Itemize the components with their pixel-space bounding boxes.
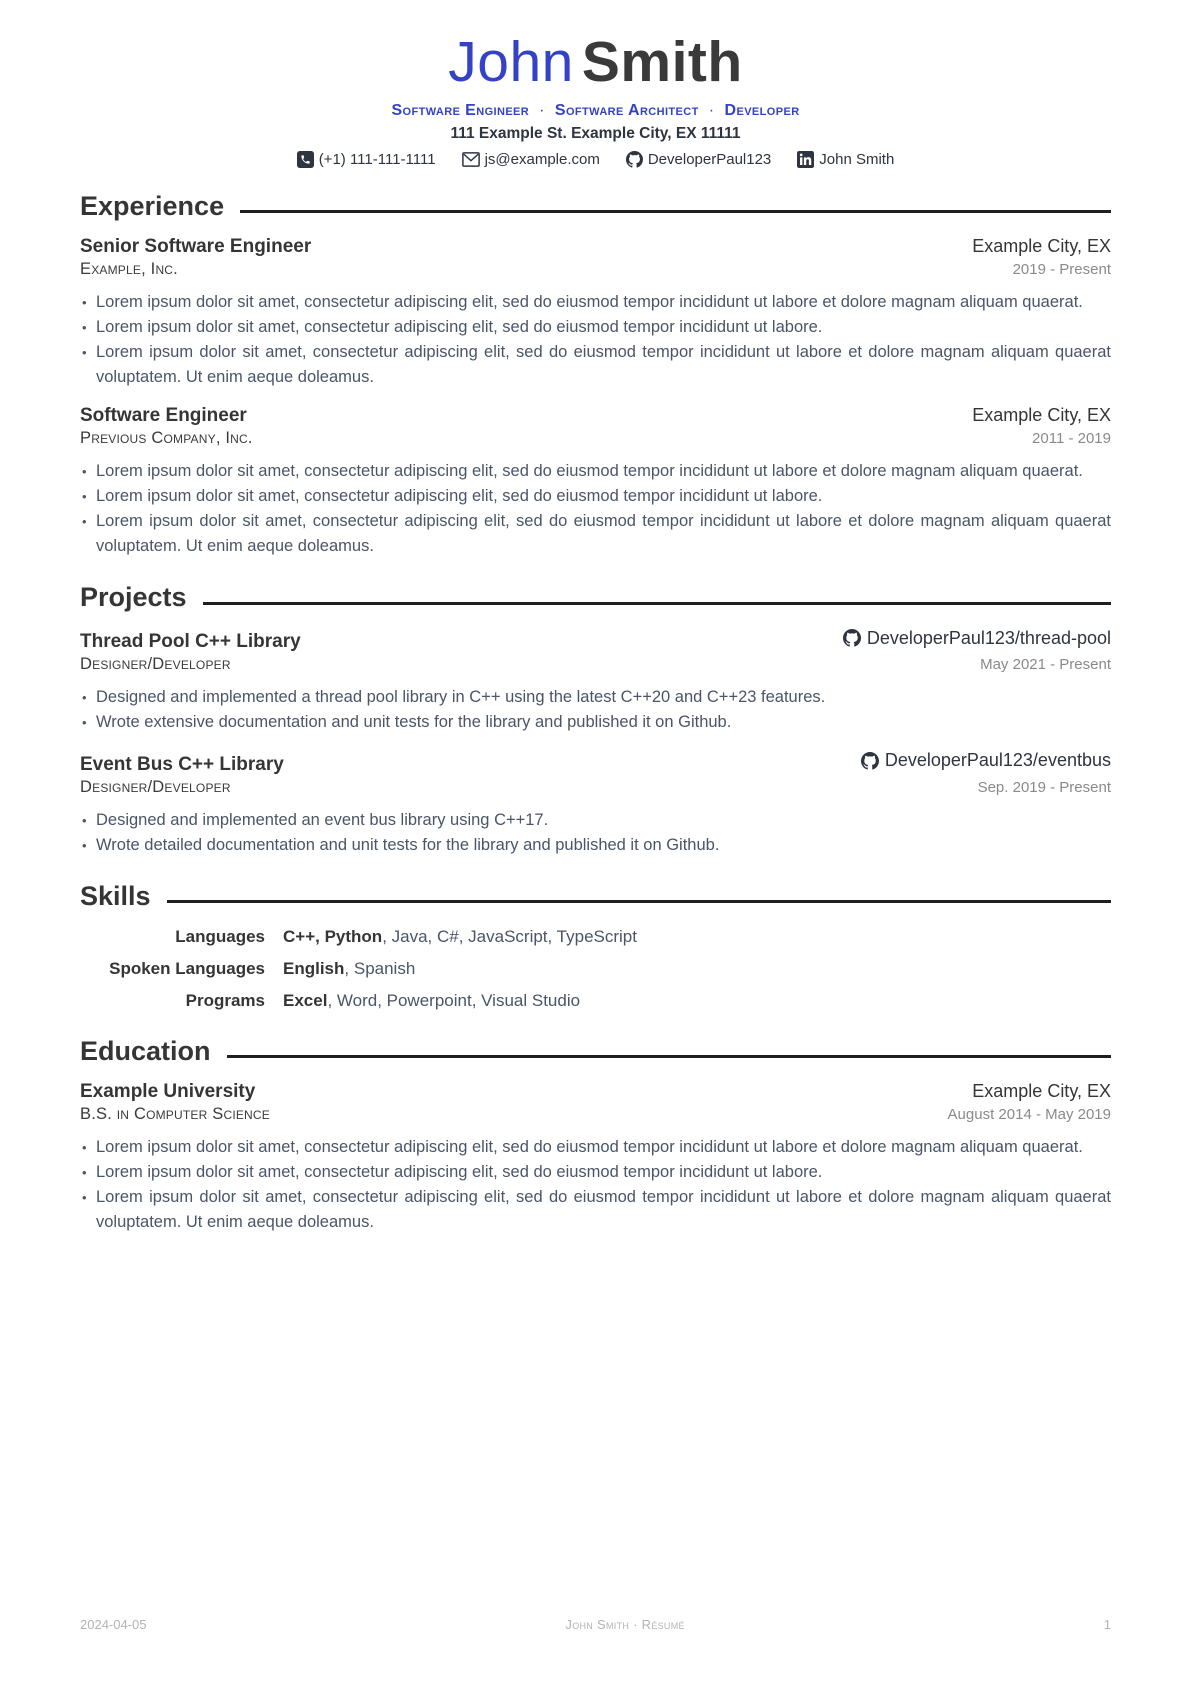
email-address: js@example.com bbox=[484, 150, 600, 168]
bullet-item: • Lorem ipsum dolor sit amet, consectetur adipiscing elit, sed do eiusmod tempor incididunt ut labore et dolore magnam aliquam quaerat. bbox=[80, 459, 1111, 484]
section-title: Experience bbox=[80, 190, 225, 221]
section-title: Projects bbox=[80, 582, 187, 613]
linkedin-link[interactable] bbox=[797, 151, 894, 168]
bullet-item: • Lorem ipsum dolor sit amet, consectetur adipiscing elit, sed do eiusmod tempor incididunt ut labore et dolore magnam aliquam quaerat voluptatem. Ut enim aeque doleamus. bbox=[80, 509, 1111, 559]
github-icon bbox=[861, 752, 879, 770]
section-rule bbox=[227, 1055, 1111, 1058]
skill-values bbox=[283, 924, 1111, 949]
section-title: Skills bbox=[80, 880, 151, 911]
email-link[interactable] bbox=[462, 151, 600, 168]
skill-secondary: , Java, C#, JavaScript, TypeScript bbox=[382, 926, 637, 946]
full-name bbox=[80, 30, 1111, 96]
bullet-item: • Wrote detailed documentation and unit tests for the library and published it on Github. bbox=[80, 833, 1111, 858]
project-role: Designer/Developer bbox=[80, 777, 231, 796]
skill-secondary: , Word, Powerpoint, Visual Studio bbox=[327, 990, 581, 1010]
experience-entry bbox=[80, 236, 1111, 390]
bullet-item: • Designed and implemented an event bus library using C++17. bbox=[80, 808, 1111, 833]
section-projects bbox=[80, 583, 1111, 613]
project-dates: Sep. 2019 - Present bbox=[977, 778, 1111, 796]
skill-values bbox=[283, 956, 1111, 981]
tagline-item: Software Engineer bbox=[391, 101, 530, 119]
job-dates: 2011 - 2019 bbox=[1032, 430, 1111, 448]
bullet-item: • Lorem ipsum dolor sit amet, consectetur adipiscing elit, sed do eiusmod tempor incididunt ut labore et dolore magnam aliquam quaerat. bbox=[80, 290, 1111, 315]
project-repo-link[interactable] bbox=[861, 750, 1111, 771]
job-location: Example City, EX bbox=[972, 236, 1111, 257]
skill-values bbox=[283, 988, 1111, 1013]
tagline-separator: · bbox=[708, 101, 715, 119]
footer-title: John Smith · Résumé bbox=[565, 1617, 685, 1632]
bullet-list bbox=[80, 808, 1111, 858]
section-rule bbox=[203, 602, 1111, 605]
bullet-item: • Lorem ipsum dolor sit amet, consectetur adipiscing elit, sed do eiusmod tempor incididunt ut labore. bbox=[80, 315, 1111, 340]
company-name: Previous Company, Inc. bbox=[80, 429, 253, 448]
project-dates: May 2021 - Present bbox=[980, 656, 1111, 674]
school-name: Example University bbox=[80, 1081, 256, 1103]
github-username: DeveloperPaul123 bbox=[647, 150, 772, 168]
tagline-item: Developer bbox=[724, 101, 800, 119]
first-name: John bbox=[448, 30, 574, 94]
section-rule bbox=[167, 900, 1111, 903]
skill-category-label: Languages bbox=[175, 926, 265, 946]
linkedin-name: John Smith bbox=[819, 150, 895, 168]
tagline bbox=[80, 102, 1111, 120]
project-repo-link[interactable] bbox=[843, 628, 1111, 649]
bullet-item: • Designed and implemented a thread pool library in C++ using the latest C++20 and C++23 features. bbox=[80, 685, 1111, 710]
experience-entry bbox=[80, 405, 1111, 559]
repo-name: DeveloperPaul123/eventbus bbox=[884, 750, 1111, 771]
section-skills bbox=[80, 882, 1111, 912]
github-icon bbox=[843, 629, 861, 647]
phone-icon bbox=[297, 151, 314, 168]
bullet-list bbox=[80, 459, 1111, 559]
bullet-list bbox=[80, 1135, 1111, 1235]
skills-table bbox=[80, 924, 1111, 1013]
github-icon bbox=[626, 151, 643, 168]
section-rule bbox=[240, 210, 1111, 213]
bullet-item: • Wrote extensive documentation and unit tests for the library and published it on Github. bbox=[80, 710, 1111, 735]
bullet-item: • Lorem ipsum dolor sit amet, consectetur adipiscing elit, sed do eiusmod tempor incididunt ut labore et dolore magnam aliquam quaerat. bbox=[80, 1135, 1111, 1160]
linkedin-icon bbox=[797, 151, 814, 168]
project-role: Designer/Developer bbox=[80, 655, 231, 674]
project-name: Event Bus C++ Library bbox=[80, 753, 284, 775]
address-line: 111 Example St. Example City, EX 11111 bbox=[450, 124, 741, 142]
bullet-item: • Lorem ipsum dolor sit amet, consectetur adipiscing elit, sed do eiusmod tempor incididunt ut labore. bbox=[80, 484, 1111, 509]
tagline-item: Software Architect bbox=[554, 101, 699, 119]
email-icon bbox=[462, 152, 480, 167]
skill-secondary: , Spanish bbox=[344, 958, 416, 978]
footer-page-number: 1 bbox=[1103, 1617, 1111, 1632]
footer-date: 2024-04-05 bbox=[80, 1617, 147, 1632]
company-name: Example, Inc. bbox=[80, 260, 178, 279]
job-title: Software Engineer bbox=[80, 405, 247, 427]
job-title: Senior Software Engineer bbox=[80, 236, 312, 258]
skill-category-label: Programs bbox=[185, 990, 265, 1010]
job-dates: 2019 - Present bbox=[1012, 261, 1111, 279]
education-entry bbox=[80, 1081, 1111, 1235]
job-location: Example City, EX bbox=[972, 405, 1111, 426]
contact-row bbox=[80, 151, 1111, 168]
section-experience bbox=[80, 192, 1111, 222]
project-name: Thread Pool C++ Library bbox=[80, 631, 301, 653]
bullet-list bbox=[80, 290, 1111, 390]
project-entry bbox=[80, 628, 1111, 736]
project-entry bbox=[80, 750, 1111, 858]
skill-primary: English bbox=[283, 958, 345, 978]
phone-number: (+1) 111-111-1111 bbox=[318, 150, 436, 168]
bullet-item: • Lorem ipsum dolor sit amet, consectetur adipiscing elit, sed do eiusmod tempor incididunt ut labore et dolore magnam aliquam quaerat voluptatem. Ut enim aeque doleamus. bbox=[80, 1185, 1111, 1235]
header bbox=[80, 30, 1111, 168]
degree-name: B.S. in Computer Science bbox=[80, 1105, 270, 1124]
skill-category-label: Spoken Languages bbox=[109, 958, 265, 978]
section-title: Education bbox=[80, 1035, 211, 1066]
skill-primary: C++, Python bbox=[283, 926, 383, 946]
section-education bbox=[80, 1037, 1111, 1067]
repo-name: DeveloperPaul123/thread-pool bbox=[866, 627, 1111, 648]
page-footer bbox=[80, 1617, 1111, 1632]
bullet-list bbox=[80, 685, 1111, 735]
bullet-item: • Lorem ipsum dolor sit amet, consectetur adipiscing elit, sed do eiusmod tempor incididunt ut labore et dolore magnam aliquam quaerat voluptatem. Ut enim aeque doleamus. bbox=[80, 340, 1111, 390]
education-dates: August 2014 - May 2019 bbox=[947, 1106, 1111, 1124]
school-location: Example City, EX bbox=[972, 1081, 1111, 1102]
bullet-item: • Lorem ipsum dolor sit amet, consectetur adipiscing elit, sed do eiusmod tempor incididunt ut labore. bbox=[80, 1160, 1111, 1185]
last-name: Smith bbox=[581, 30, 743, 94]
skill-primary: Excel bbox=[283, 990, 328, 1010]
phone-link[interactable] bbox=[297, 151, 436, 168]
tagline-separator: · bbox=[539, 101, 545, 119]
github-link[interactable] bbox=[626, 151, 771, 168]
